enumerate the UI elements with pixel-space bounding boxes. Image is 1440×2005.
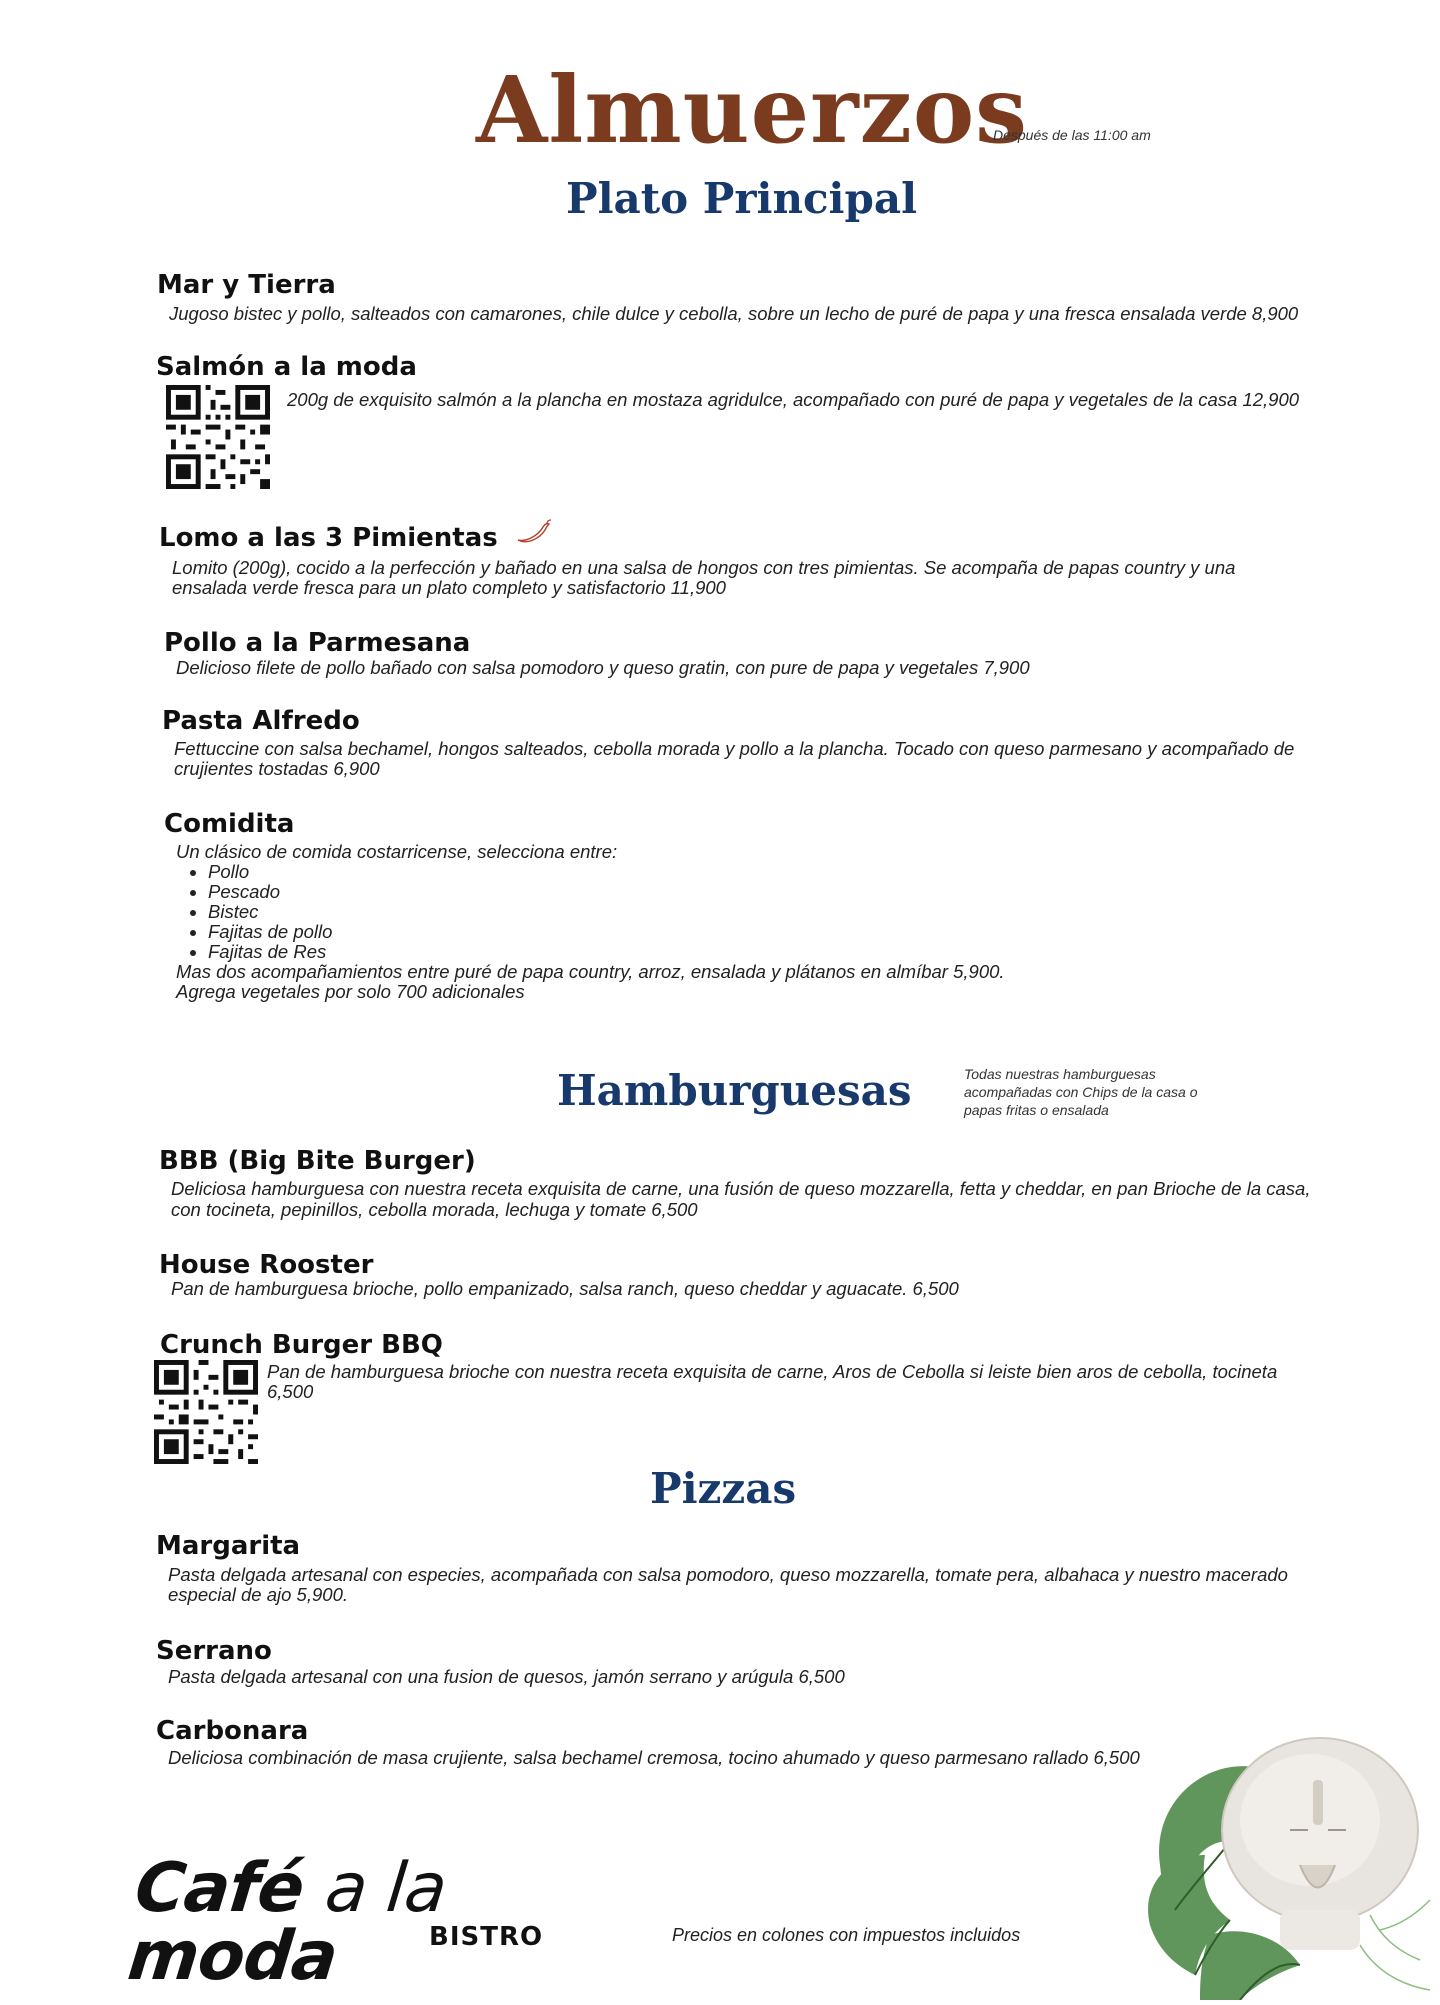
dish-name: Pasta Alfredo bbox=[162, 706, 360, 736]
dish-description: Lomito (200g), cocido a la perfección y bañado en una salsa de hongos con tres pimientas. Se acompaña de papas country y una bbox=[172, 557, 1236, 578]
dish-description: crujientes tostadas 6,900 bbox=[174, 758, 380, 779]
dish-name: Salmón a la moda bbox=[156, 352, 417, 382]
dish-description: Jugoso bistec y pollo, salteados con camarones, chile dulce y cebolla, sobre un lecho de puré de papa y una fresca ensalada verde 8,900 bbox=[169, 303, 1299, 324]
section-title-pizzas: Pizzas bbox=[650, 1464, 797, 1513]
comidita-extra: Agrega vegetales por solo 700 adicionales bbox=[176, 981, 525, 1002]
note-line: acompañadas con Chips de la casa o bbox=[964, 1084, 1198, 1100]
hamburguesas-note bbox=[964, 1065, 1197, 1119]
comidita-sides: Mas dos acompañamientos entre puré de papa country, arroz, ensalada y plátanos en almíbar 5,900. bbox=[176, 961, 1005, 982]
monstera-leaf-and-ceramic-face-decoration bbox=[1130, 1735, 1440, 2000]
list-item: • Fajitas de Res bbox=[208, 942, 1076, 962]
dish-description bbox=[176, 842, 1076, 1002]
list-item: • Pescado bbox=[208, 882, 1076, 902]
dish-description: Pasta delgada artesanal con especies, acompañada con salsa pomodoro, queso mozzarella, tomate pera, albahaca y nuestro macerado bbox=[168, 1564, 1288, 1585]
dish-description: 6,500 bbox=[267, 1381, 314, 1402]
dish-name: Margarita bbox=[156, 1531, 301, 1561]
brand-logo bbox=[124, 1849, 552, 1996]
dish-description: Pan de hamburguesa brioche con nuestra receta exquisita de carne, Aros de Cebolla si leiste bien aros de cebolla, tocineta bbox=[267, 1361, 1278, 1382]
dish-description: Deliciosa hamburguesa con nuestra receta exquisita de carne, una fusión de queso mozzarella, fetta y cheddar, en pan Brioche de la casa, bbox=[171, 1178, 1311, 1199]
price-note: Precios en colones con impuestos incluidos bbox=[672, 1925, 1021, 1945]
dish-name: Carbonara bbox=[156, 1716, 309, 1746]
dish-name: Crunch Burger BBQ bbox=[160, 1330, 443, 1360]
dish-description: Delicioso filete de pollo bañado con salsa pomodoro y queso gratin, con pure de papa y vegetales 7,900 bbox=[176, 657, 1030, 678]
dish-description: especial de ajo 5,900. bbox=[168, 1584, 348, 1605]
chili-pepper-icon bbox=[514, 518, 552, 546]
list-item: • Pollo bbox=[208, 862, 1076, 882]
comidita-options bbox=[176, 862, 1076, 962]
logo-bistro: BISTRO bbox=[429, 1922, 544, 1952]
dish-description: Deliciosa combinación de masa crujiente, salsa bechamel cremosa, tocino ahumado y queso parmesano rallado 6,500 bbox=[168, 1747, 1140, 1768]
dish-description: Fettuccine con salsa bechamel, hongos salteados, cebolla morada y pollo a la plancha. Tocado con queso parmesano y acompañado de bbox=[174, 738, 1295, 759]
page-title: Almuerzos bbox=[476, 56, 1028, 164]
dish-description: Pasta delgada artesanal con una fusion de quesos, jamón serrano y arúgula 6,500 bbox=[168, 1666, 845, 1687]
dish-name: Pollo a la Parmesana bbox=[164, 628, 471, 658]
comidita-intro: Un clásico de comida costarricense, selecciona entre: bbox=[176, 841, 618, 862]
dish-name: House Rooster bbox=[159, 1250, 374, 1280]
dish-description: ensalada verde fresca para un plato completo y satisfactorio 11,900 bbox=[172, 577, 726, 598]
dish-name: Mar y Tierra bbox=[157, 270, 336, 300]
section-title-plato-principal: Plato Principal bbox=[566, 174, 918, 223]
dish-description: 200g de exquisito salmón a la plancha en mostaza agridulce, acompañado con puré de papa y vegetales de la casa 12,900 bbox=[287, 389, 1300, 410]
dish-name: Comidita bbox=[164, 809, 295, 839]
qr-code-icon[interactable] bbox=[154, 1360, 258, 1464]
section-title-hamburguesas: Hamburguesas bbox=[557, 1066, 912, 1115]
time-note: Después de las 11:00 am bbox=[993, 127, 1151, 143]
logo-word-cafe: Café bbox=[131, 1849, 308, 1928]
logo-word-ala: a la bbox=[321, 1849, 450, 1928]
dish-name: Serrano bbox=[156, 1636, 272, 1666]
qr-code-icon[interactable] bbox=[166, 385, 270, 489]
dish-description: con tocineta, pepinillos, cebolla morada, lechuga y tomate 6,500 bbox=[171, 1199, 698, 1220]
dish-name: BBB (Big Bite Burger) bbox=[159, 1146, 476, 1176]
list-item: • Bistec bbox=[208, 902, 1076, 922]
logo-word-moda: moda bbox=[124, 1917, 341, 1996]
note-line: papas fritas o ensalada bbox=[964, 1102, 1109, 1118]
note-line: Todas nuestras hamburguesas bbox=[964, 1066, 1156, 1082]
dish-description: Pan de hamburguesa brioche, pollo empanizado, salsa ranch, queso cheddar y aguacate. 6,500 bbox=[171, 1278, 959, 1299]
list-item: • Fajitas de pollo bbox=[208, 922, 1076, 942]
dish-name: Lomo a las 3 Pimientas bbox=[159, 523, 498, 553]
